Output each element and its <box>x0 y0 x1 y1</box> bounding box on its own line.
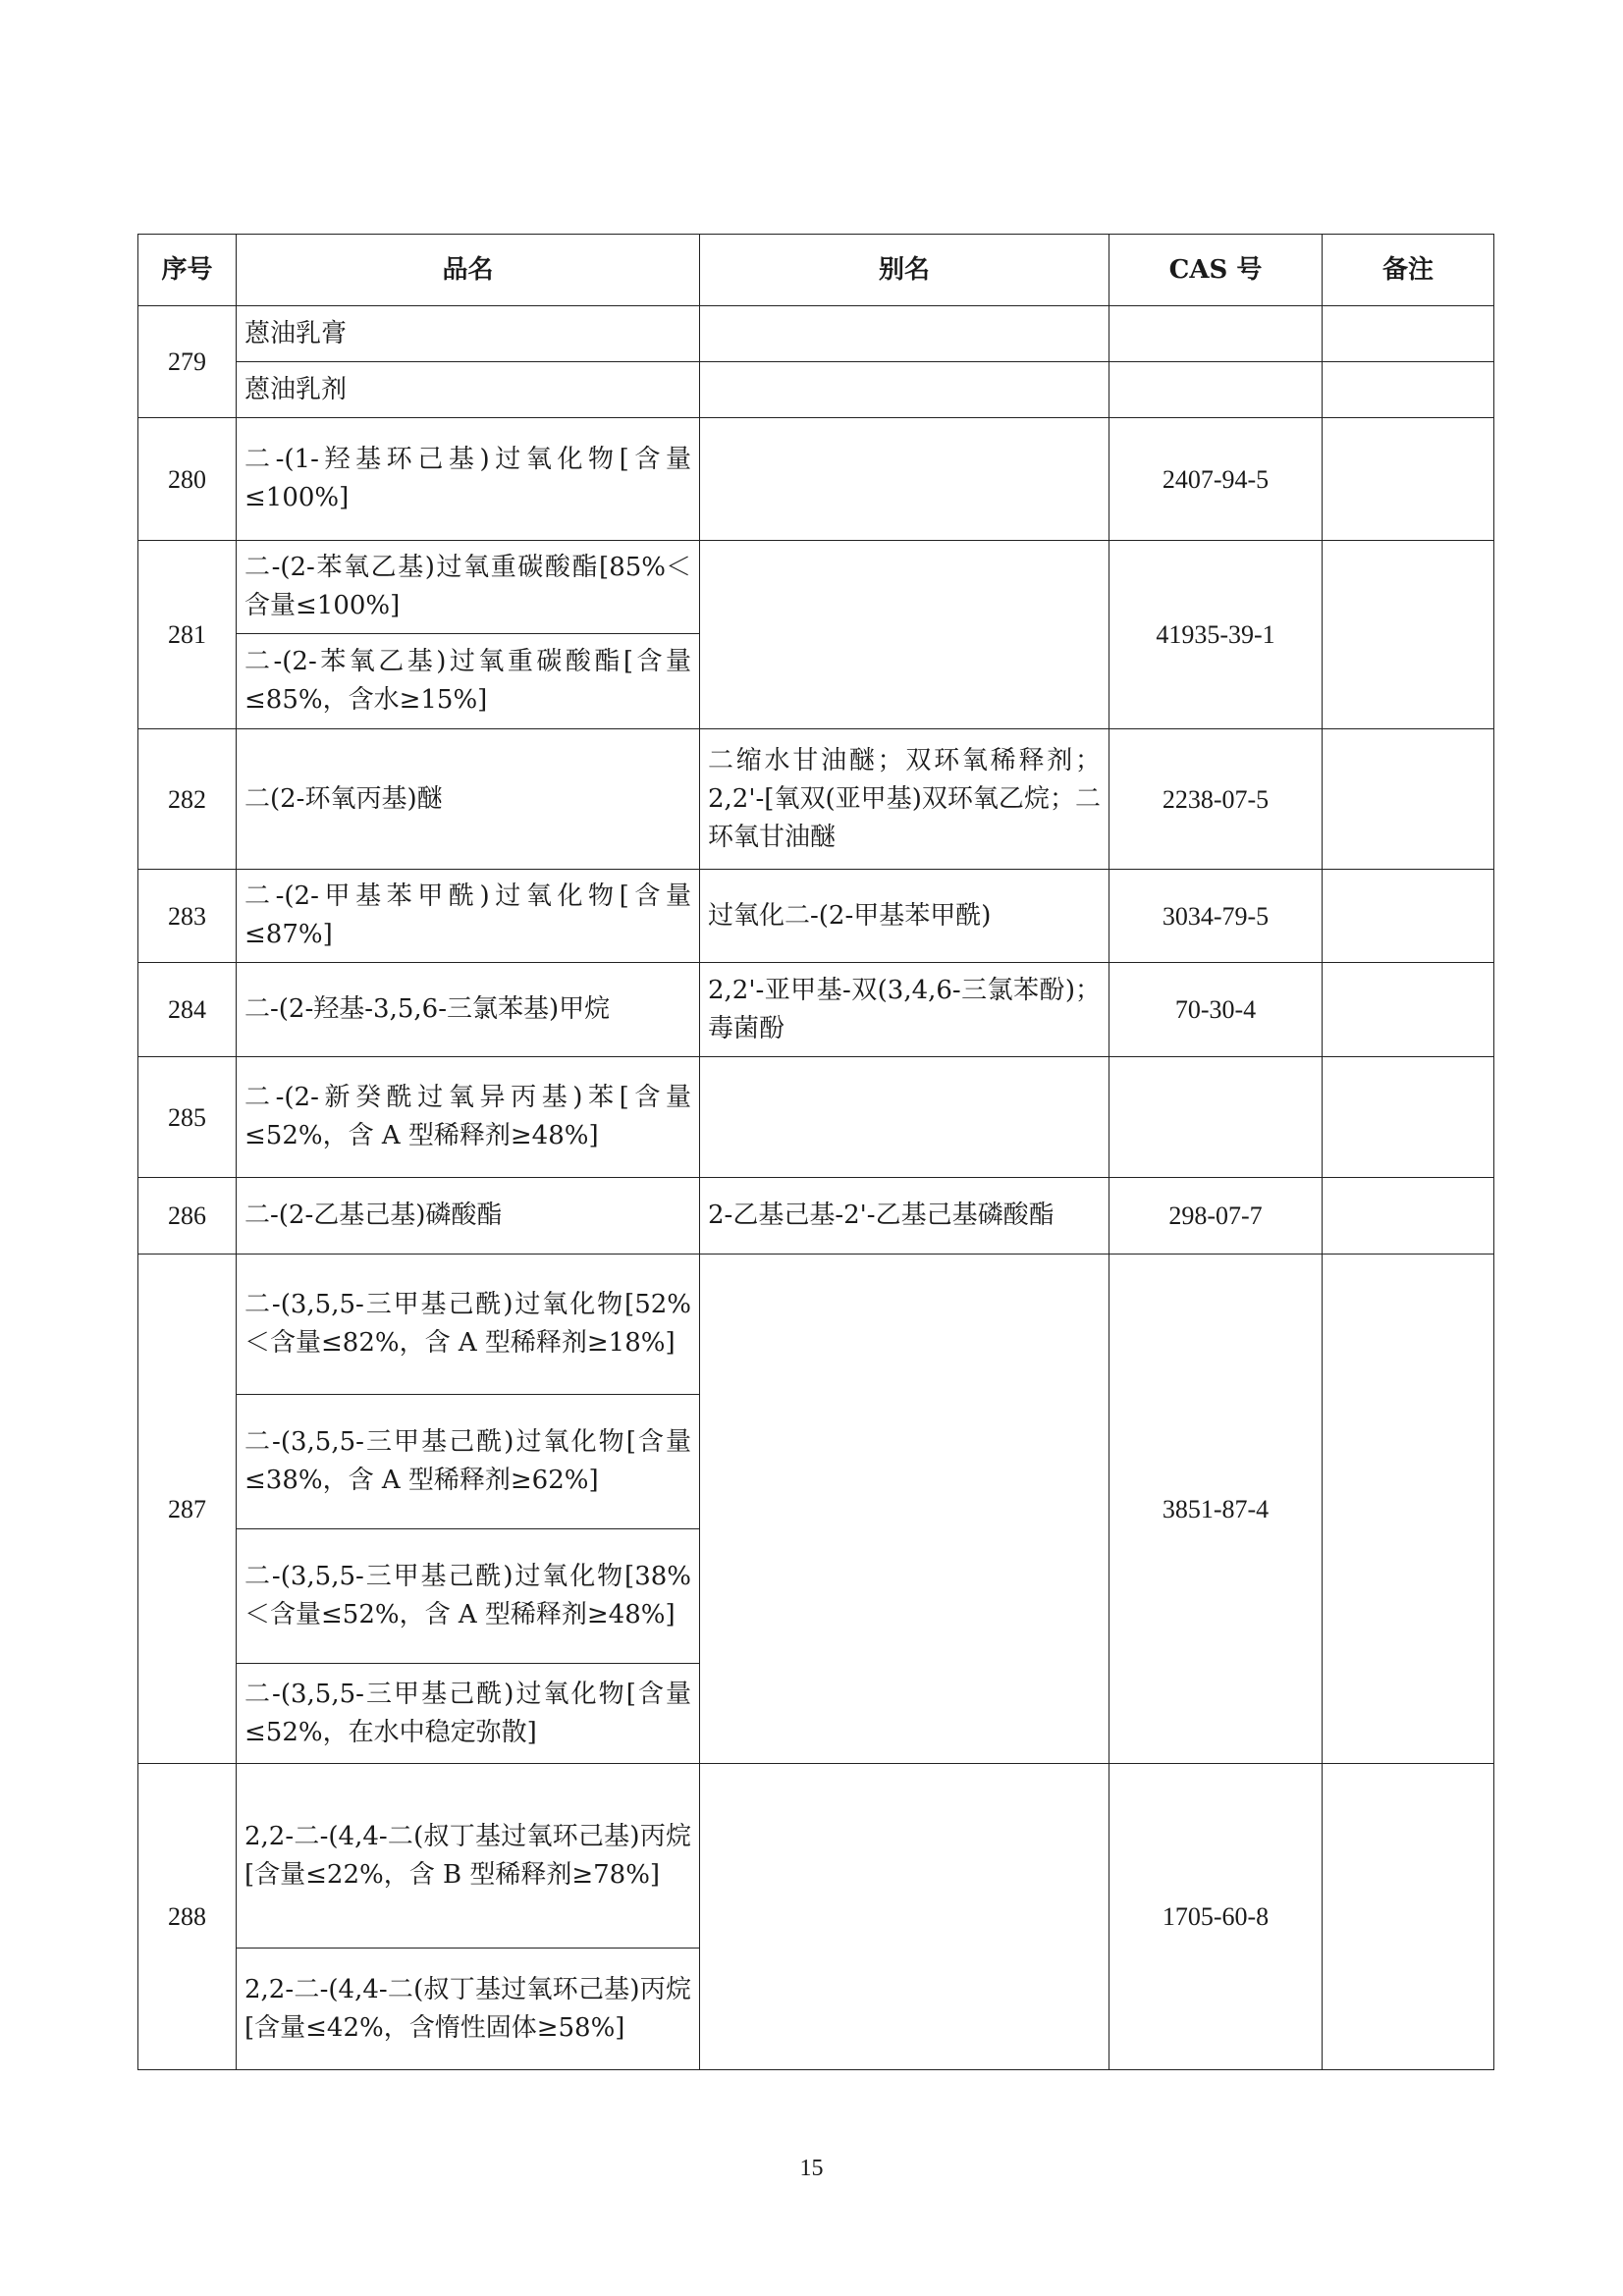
table-row <box>138 1178 1494 1255</box>
row-name: 二-(2-苯氧乙基)过氧重碳酸酯[85%＜含量≤100%] <box>237 541 700 634</box>
row-name: 二-(2-乙基己基)磷酸酯 <box>237 1178 700 1255</box>
row-name: 二-(3,5,5-三甲基己酰)过氧化物[含量≤38%，含 A 型稀释剂≥62%] <box>237 1395 700 1529</box>
row-cas <box>1109 1057 1323 1178</box>
row-cas <box>1109 362 1323 418</box>
header-alias: 别名 <box>700 235 1109 306</box>
row-cas: 3851-87-4 <box>1109 1255 1323 1764</box>
row-name: 二-(2-新癸酰过氧异丙基)苯[含量≤52%，含 A 型稀释剂≥48%] <box>237 1057 700 1178</box>
row-cas: 41935-39-1 <box>1109 541 1323 729</box>
table-row <box>138 963 1494 1057</box>
row-alias: 二缩水甘油醚；双环氧稀释剂；2,2'-[氧双(亚甲基)双环氧乙烷；二环氧甘油醚 <box>700 729 1109 870</box>
header-row <box>138 235 1494 306</box>
row-cas: 298-07-7 <box>1109 1178 1323 1255</box>
table-row <box>138 1255 1494 1395</box>
row-cas <box>1109 306 1323 362</box>
table-row <box>138 362 1494 418</box>
row-alias <box>700 1764 1109 2070</box>
row-seq: 280 <box>138 418 237 541</box>
row-name: 二-(3,5,5-三甲基己酰)过氧化物[52%＜含量≤82%，含 A 型稀释剂≥18%] <box>237 1255 700 1395</box>
row-name: 二-(2-羟基-3,5,6-三氯苯基)甲烷 <box>237 963 700 1057</box>
row-name: 蒽油乳膏 <box>237 306 700 362</box>
row-seq: 281 <box>138 541 237 729</box>
table-row <box>138 418 1494 541</box>
row-alias <box>700 541 1109 729</box>
row-note <box>1323 306 1494 362</box>
row-cas: 2407-94-5 <box>1109 418 1323 541</box>
row-note <box>1323 1057 1494 1178</box>
row-note <box>1323 1255 1494 1764</box>
header-note: 备注 <box>1323 235 1494 306</box>
row-name: 二(2-环氧丙基)醚 <box>237 729 700 870</box>
row-note <box>1323 1178 1494 1255</box>
row-alias <box>700 418 1109 541</box>
chemical-table <box>137 234 1494 2070</box>
row-seq: 287 <box>138 1255 237 1764</box>
row-alias <box>700 306 1109 362</box>
row-cas: 3034-79-5 <box>1109 870 1323 963</box>
row-seq: 283 <box>138 870 237 963</box>
row-note <box>1323 963 1494 1057</box>
row-note <box>1323 418 1494 541</box>
row-alias <box>700 1057 1109 1178</box>
row-alias: 2-乙基己基-2'-乙基己基磷酸酯 <box>700 1178 1109 1255</box>
row-cas: 1705-60-8 <box>1109 1764 1323 2070</box>
row-cas: 2238-07-5 <box>1109 729 1323 870</box>
table-row <box>138 541 1494 634</box>
row-seq: 285 <box>138 1057 237 1178</box>
row-alias <box>700 1255 1109 1764</box>
row-name: 二-(2-苯氧乙基)过氧重碳酸酯[含量≤85%，含水≥15%] <box>237 634 700 729</box>
header-cas: CAS 号 <box>1109 235 1323 306</box>
row-note <box>1323 541 1494 729</box>
header-seq: 序号 <box>138 235 237 306</box>
row-seq: 282 <box>138 729 237 870</box>
row-name: 2,2-二-(4,4-二(叔丁基过氧环己基)丙烷[含量≤22%，含 B 型稀释剂≥78%] <box>237 1764 700 1949</box>
row-alias: 2,2'-亚甲基-双(3,4,6-三氯苯酚)；毒菌酚 <box>700 963 1109 1057</box>
row-name: 二-(2-甲基苯甲酰)过氧化物[含量≤87%] <box>237 870 700 963</box>
row-note <box>1323 362 1494 418</box>
header-name: 品名 <box>237 235 700 306</box>
row-alias <box>700 362 1109 418</box>
row-seq: 284 <box>138 963 237 1057</box>
table-row <box>138 1764 1494 1949</box>
row-note <box>1323 870 1494 963</box>
row-note <box>1323 729 1494 870</box>
row-note <box>1323 1764 1494 2070</box>
row-seq: 288 <box>138 1764 237 2070</box>
row-name: 2,2-二-(4,4-二(叔丁基过氧环己基)丙烷[含量≤42%，含惰性固体≥58%] <box>237 1949 700 2070</box>
row-alias: 过氧化二-(2-甲基苯甲酰) <box>700 870 1109 963</box>
row-seq: 279 <box>138 306 237 418</box>
page-number: 15 <box>799 2156 824 2181</box>
table-row <box>138 1057 1494 1178</box>
table-row <box>138 729 1494 870</box>
row-seq: 286 <box>138 1178 237 1255</box>
row-name: 蒽油乳剂 <box>237 362 700 418</box>
row-name: 二-(1-羟基环己基)过氧化物[含量≤100%] <box>237 418 700 541</box>
row-name: 二-(3,5,5-三甲基己酰)过氧化物[含量≤52%，在水中稳定弥散] <box>237 1664 700 1764</box>
row-cas: 70-30-4 <box>1109 963 1323 1057</box>
row-name: 二-(3,5,5-三甲基己酰)过氧化物[38%＜含量≤52%，含 A 型稀释剂≥48%] <box>237 1529 700 1664</box>
table-row <box>138 306 1494 362</box>
table-row <box>138 870 1494 963</box>
